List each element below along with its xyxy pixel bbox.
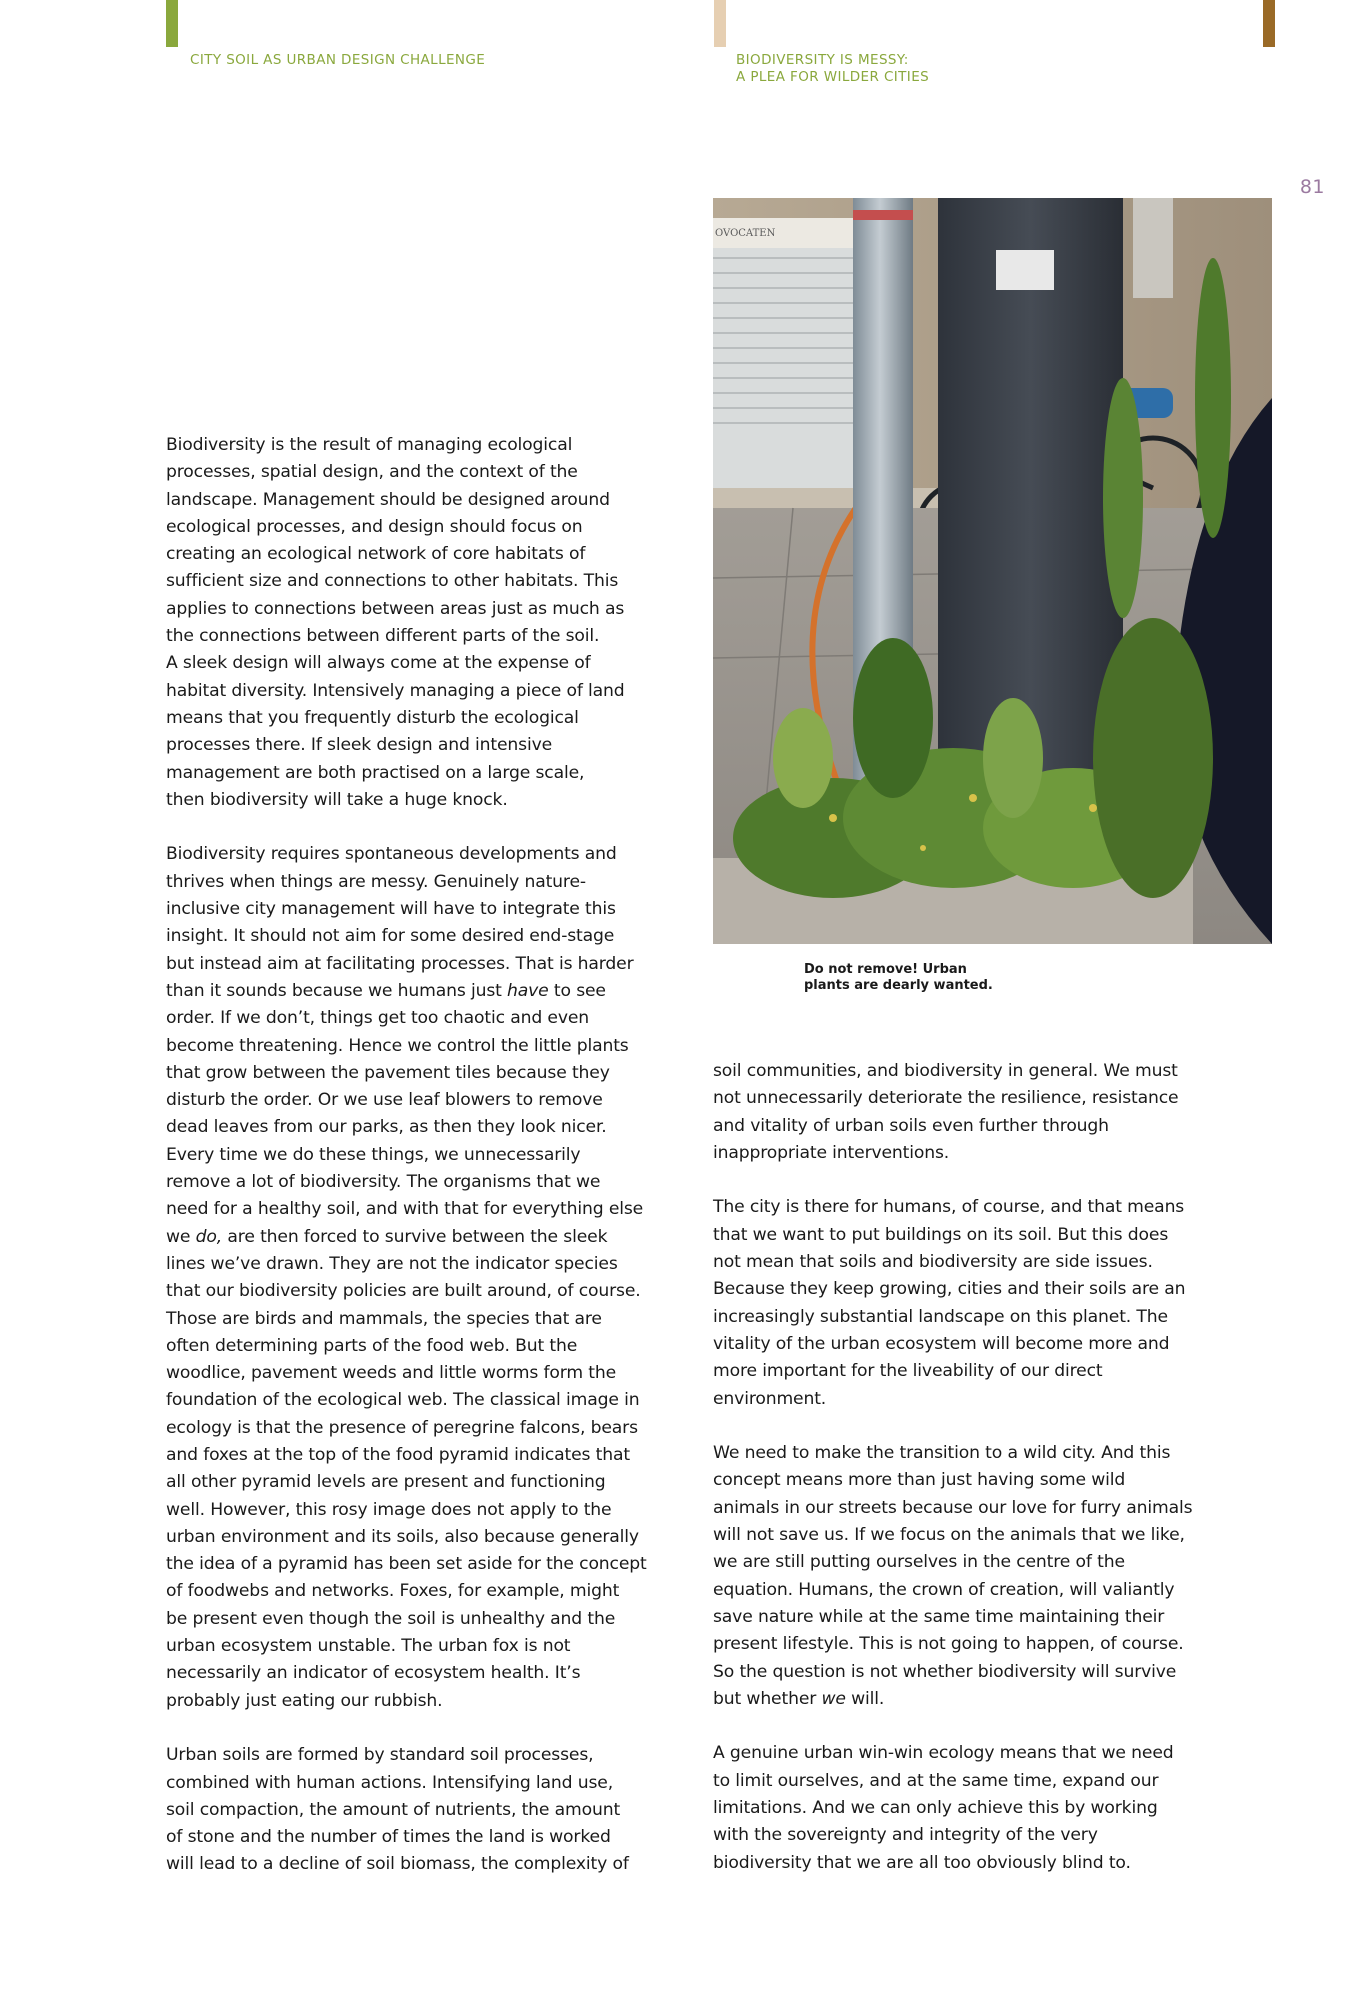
text-line: limitations. And we can only achieve this by working: [713, 1798, 1158, 1819]
emphasis: we: [821, 1688, 846, 1709]
right-paragraph-2: [713, 1194, 1213, 1412]
text-line: with the sovereignty and integrity of the very: [713, 1825, 1098, 1846]
text-line: save nature while at the same time maintaining their: [713, 1606, 1165, 1627]
text-line: that we want to put buildings on its soil. But this does: [713, 1224, 1169, 1245]
running-head-left-text: CITY SOIL AS URBAN DESIGN CHALLENGE: [190, 52, 486, 68]
text-line: order. If we don’t, things get too chaotic and even: [166, 1008, 590, 1029]
text-line: soil communities, and biodiversity in general. We must: [713, 1061, 1178, 1081]
text-line: equation. Humans, the crown of creation, will valiantly: [713, 1579, 1175, 1600]
street-plants-photo: [713, 198, 1272, 944]
text-line: A genuine urban win-win ecology means that we need: [713, 1743, 1174, 1764]
text-line: concept means more than just having some wild: [713, 1470, 1126, 1491]
text-line: the idea of a pyramid has been set aside for the concept: [166, 1554, 647, 1575]
text-line: thrives when things are messy. Genuinely nature-: [166, 871, 586, 892]
emphasis: do,: [195, 1226, 223, 1247]
text-line: that our biodiversity policies are built around, of course.: [166, 1281, 641, 1302]
header-color-bar-left: [166, 0, 178, 47]
text-line: not mean that soils and biodiversity are side issues.: [713, 1252, 1153, 1273]
text-line: well. However, this rosy image does not apply to the: [166, 1499, 612, 1520]
text-line: combined with human actions. Intensifying land use,: [166, 1772, 614, 1793]
text-line: will not save us. If we focus on the animals that we like,: [713, 1525, 1185, 1546]
text-line: Because they keep growing, cities and their soils are an: [713, 1279, 1186, 1300]
text-line: means that you frequently disturb the ecological: [166, 707, 579, 728]
text-line: Those are birds and mammals, the species that are: [166, 1308, 602, 1329]
left-paragraph-1: [166, 432, 666, 814]
running-head-right-line1: BIODIVERSITY IS MESSY:: [736, 52, 909, 68]
text-line: landscape. Management should be designed around: [166, 489, 610, 510]
text-line: remove a lot of biodiversity. The organisms that we: [166, 1172, 601, 1193]
text-line: We need to make the transition to a wild city. And this: [713, 1443, 1171, 1464]
text-line: inclusive city management will have to integrate this: [166, 899, 616, 920]
text-line: processes there. If sleek design and intensive: [166, 735, 553, 756]
text-line: Every time we do these things, we unnecessarily: [166, 1144, 581, 1165]
text-line: inappropriate interventions.: [713, 1142, 950, 1163]
text-line: A sleek design will always come at the expense of: [166, 653, 591, 674]
text-line: probably just eating our rubbish.: [166, 1690, 443, 1711]
text-line: to see: [548, 980, 606, 1001]
text-line: foundation of the ecological web. The classical image in: [166, 1390, 640, 1411]
text-line: then biodiversity will take a huge knock.: [166, 789, 508, 810]
running-head-left: [190, 52, 485, 69]
text-line: present lifestyle. This is not going to happen, of course.: [713, 1634, 1184, 1655]
text-line: become threatening. Hence we control the little plants: [166, 1035, 629, 1056]
running-head-right: [736, 52, 929, 86]
text-line: than it sounds because we humans just: [166, 980, 508, 1001]
text-line: urban environment and its soils, also because generally: [166, 1526, 639, 1547]
text-line: increasingly substantial landscape on this planet. The: [713, 1306, 1168, 1327]
text-line: soil compaction, the amount of nutrients, the amount: [166, 1799, 621, 1820]
text-line: all other pyramid levels are present and functioning: [166, 1472, 606, 1493]
text-line: ecology is that the presence of peregrine falcons, bears: [166, 1417, 638, 1438]
left-text-column: [166, 432, 666, 1879]
text-line: we: [166, 1226, 196, 1247]
text-line: So the question is not whether biodiversity will survive: [713, 1661, 1177, 1682]
left-paragraph-3: [166, 1742, 666, 1878]
text-line: creating an ecological network of core habitats of: [166, 544, 586, 565]
photo-sign-text: OVOCATEN: [715, 228, 776, 239]
left-paragraph-2: [166, 841, 666, 1715]
text-line: not unnecessarily deteriorate the resilience, resistance: [713, 1088, 1179, 1109]
text-line: Biodiversity is the result of managing ecological: [166, 435, 573, 455]
running-head-right-line2: A PLEA FOR WILDER CITIES: [736, 69, 930, 85]
text-line: dead leaves from our parks, as then they look nicer.: [166, 1117, 607, 1138]
right-paragraph-3: [713, 1440, 1213, 1713]
text-line: urban ecosystem unstable. The urban fox is not: [166, 1636, 571, 1657]
emphasis: have: [507, 980, 549, 1001]
text-line: disturb the order. Or we use leaf blowers to remove: [166, 1090, 603, 1111]
photo-caption: [804, 962, 1004, 994]
text-line: insight. It should not aim for some desired end-stage: [166, 926, 615, 947]
header-color-bar-middle: [714, 0, 726, 47]
text-line: will.: [845, 1688, 885, 1709]
text-line: are then forced to survive between the sleek: [222, 1226, 608, 1247]
text-line: processes, spatial design, and the context of the: [166, 462, 578, 483]
text-line: Biodiversity requires spontaneous developments and: [166, 844, 617, 865]
text-line: biodiversity that we are all too obviously blind to.: [713, 1852, 1131, 1873]
right-text-column: [713, 1058, 1213, 1877]
text-line: need for a healthy soil, and with that for everything else: [166, 1199, 644, 1220]
page-number: 81: [1299, 176, 1325, 198]
text-line: but instead aim at facilitating processes. That is harder: [166, 953, 634, 974]
text-line: animals in our streets because our love for furry animals: [713, 1497, 1193, 1518]
text-line: sufficient size and connections to other habitats. This: [166, 571, 619, 592]
text-line: and foxes at the top of the food pyramid indicates that: [166, 1444, 630, 1465]
text-line: of stone and the number of times the land is worked: [166, 1827, 611, 1848]
text-line: and vitality of urban soils even further through: [713, 1115, 1109, 1136]
text-line: management are both practised on a large scale,: [166, 762, 585, 783]
text-line: habitat diversity. Intensively managing a piece of land: [166, 680, 625, 701]
text-line: be present even though the soil is unhealthy and the: [166, 1608, 616, 1629]
text-line: the connections between different parts of the soil.: [166, 626, 600, 647]
text-line: more important for the liveability of our direct: [713, 1361, 1103, 1382]
text-line: Urban soils are formed by standard soil processes,: [166, 1745, 594, 1766]
text-line: to limit ourselves, and at the same time, expand our: [713, 1770, 1159, 1791]
text-line: woodlice, pavement weeds and little worms form the: [166, 1363, 617, 1384]
right-paragraph-1: [713, 1058, 1213, 1167]
text-line: ecological processes, and design should focus on: [166, 516, 583, 537]
text-line: of foodwebs and networks. Foxes, for example, might: [166, 1581, 620, 1602]
text-line: but whether: [713, 1688, 822, 1709]
text-line: that grow between the pavement tiles because they: [166, 1062, 610, 1083]
text-line: The city is there for humans, of course, and that means: [713, 1197, 1185, 1218]
right-paragraph-4: [713, 1740, 1213, 1876]
text-line: applies to connections between areas just as much as: [166, 598, 625, 619]
text-line: vitality of the urban ecosystem will become more and: [713, 1333, 1170, 1354]
text-line: often determining parts of the food web. But the: [166, 1335, 578, 1356]
text-line: lines we’ve drawn. They are not the indicator species: [166, 1253, 618, 1274]
caption-line-1: Do not remove! Urban: [804, 962, 967, 977]
text-line: we are still putting ourselves in the centre of the: [713, 1552, 1125, 1573]
text-line: environment.: [713, 1388, 827, 1409]
header-color-bar-right: [1263, 0, 1275, 47]
text-line: necessarily an indicator of ecosystem health. It’s: [166, 1663, 581, 1684]
caption-line-2: plants are dearly wanted.: [804, 978, 993, 993]
text-line: will lead to a decline of soil biomass, the complexity of: [166, 1854, 629, 1875]
